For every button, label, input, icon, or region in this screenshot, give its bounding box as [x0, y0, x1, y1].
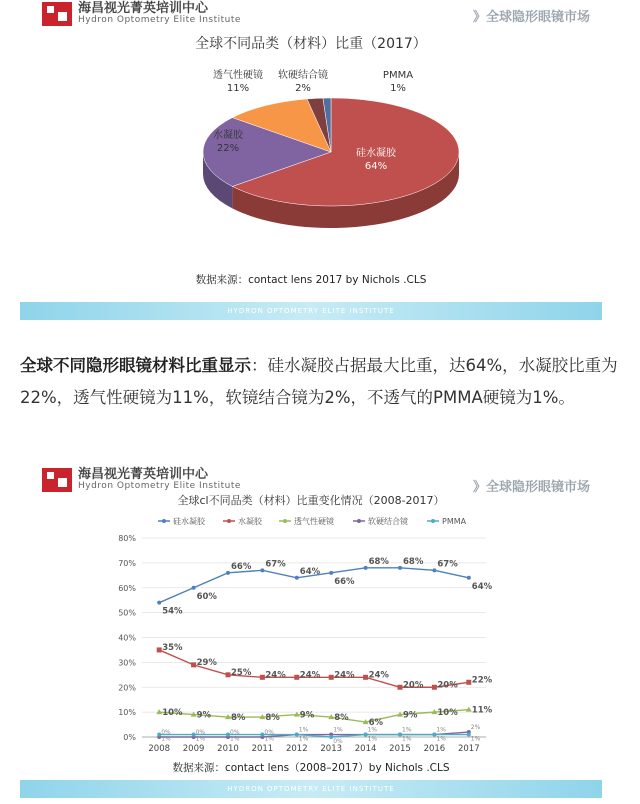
- line-source: 数据来源：contact lens（2008–2017）by Nichols .CLS: [172, 762, 450, 774]
- data-label-0-9: 64%: [471, 581, 493, 592]
- data-label-3-0: 0%: [161, 729, 171, 736]
- market-tagline: 》全球隐形眼镜市场: [472, 10, 590, 25]
- brand-name-cn: 海昌视光菁英培训中心: [78, 1, 209, 16]
- data-label-0-6: 68%: [368, 556, 389, 567]
- y-tick-2: 20%: [118, 683, 136, 693]
- point-1-2: [226, 672, 231, 677]
- y-tick-1: 10%: [118, 708, 136, 718]
- summary-lead: 全球不同隐形眼镜材料比重显示: [20, 356, 251, 375]
- footer-bar-2: HYDRON OPTOMETRY ELITE INSTITUTE: [20, 780, 602, 798]
- pie-source: 数据来源：contact lens 2017 by Nichols .CLS: [195, 274, 427, 286]
- pie-value-1: 22%: [216, 143, 240, 154]
- brand-logo-2: [42, 468, 241, 492]
- line-slide: [20, 462, 602, 802]
- data-label-0-5: 66%: [334, 576, 355, 587]
- pie-value-4: 1%: [390, 83, 406, 94]
- summary-paragraph: [20, 350, 620, 414]
- point-0-7: [398, 566, 402, 570]
- x-tick-6: 2014: [354, 744, 377, 754]
- footer-bar: HYDRON OPTOMETRY ELITE INSTITUTE: [20, 302, 602, 320]
- legend-label-1: 水凝胶: [238, 517, 262, 526]
- point-0-3: [260, 568, 264, 572]
- data-label-2-3: 8%: [265, 713, 280, 724]
- y-tick-8: 80%: [118, 534, 136, 543]
- point-0-6: [364, 566, 368, 570]
- legend-marker-1: [227, 519, 231, 523]
- data-label-2-2: 8%: [231, 713, 246, 724]
- y-tick-7: 70%: [118, 558, 136, 568]
- data-label-3-7: 1%: [402, 726, 412, 734]
- point-0-8: [432, 568, 436, 572]
- pie-label-3: 软硬结合镜: [278, 70, 328, 81]
- line-chart: [20, 490, 602, 770]
- y-tick-5: 50%: [118, 608, 136, 618]
- x-tick-7: 2015: [389, 744, 411, 754]
- x-tick-3: 2011: [251, 744, 274, 754]
- logo-icon: [42, 2, 72, 26]
- x-tick-5: 2013: [320, 744, 343, 754]
- market-tagline-2: 》全球隐形眼镜市场: [472, 480, 590, 495]
- data-label-2-5: 8%: [334, 713, 349, 724]
- legend-label-3: 软硬结合镜: [368, 517, 408, 526]
- pie-slide: [20, 0, 602, 324]
- data-label-1-1: 29%: [196, 657, 217, 668]
- point-0-1: [192, 586, 196, 590]
- data-label-0-8: 67%: [437, 559, 458, 570]
- x-tick-2: 2010: [217, 744, 239, 754]
- legend-label-0: 硅水凝胶: [173, 517, 205, 526]
- brand-name-en-2: Hydron Optometry Elite Institute: [78, 481, 241, 491]
- point-0-4: [295, 576, 299, 580]
- data-label-2-8: 10%: [437, 708, 458, 719]
- data-label-2-9: 11%: [471, 705, 493, 716]
- data-label-4-9: 1%: [470, 735, 481, 743]
- pie-value-3: 2%: [295, 83, 311, 94]
- brand-name-cn-2: 海昌视光菁英培训中心: [78, 467, 209, 482]
- data-label-4-2: 1%: [230, 735, 240, 743]
- point-0-2: [226, 571, 230, 575]
- data-label-4-7: 1%: [402, 735, 412, 743]
- legend-label-4: PMMA: [442, 517, 467, 526]
- data-label-3-2: 0%: [230, 729, 240, 736]
- x-tick-1: 2009: [182, 744, 205, 754]
- data-label-0-4: 64%: [299, 566, 321, 577]
- summary-body: ：硅水凝胶占据最大比重，达64%，水凝胶比重为22%，透气性硬镜为11%，软镜结合镜为2%，不透气的PMMA硬镜为1%。: [20, 356, 618, 407]
- data-label-4-1: 1%: [195, 735, 206, 743]
- legend-marker-0: [162, 519, 166, 523]
- logo-icon-2: [42, 468, 72, 492]
- data-label-4-3: 1%: [264, 735, 274, 743]
- pie-label-2: 透气性硬镜: [213, 70, 263, 81]
- point-1-1: [191, 662, 196, 667]
- x-tick-8: 2016: [423, 744, 446, 754]
- point-0-5: [329, 571, 333, 575]
- brand-logo: [42, 2, 241, 26]
- point-1-5: [329, 675, 334, 680]
- data-label-3-9: 2%: [470, 724, 481, 732]
- data-label-1-5: 24%: [334, 670, 355, 681]
- data-label-2-6: 6%: [368, 718, 384, 729]
- point-0-0: [157, 601, 161, 605]
- pie-label-1: 水凝胶: [213, 130, 243, 141]
- data-label-3-4: 1%: [298, 726, 309, 734]
- line-title: 全球cl不同品类（材料）比重变化情况（2008-2017）: [177, 494, 445, 507]
- data-label-1-2: 25%: [231, 667, 252, 678]
- legend-marker-2: [283, 519, 287, 523]
- point-1-3: [260, 675, 265, 680]
- point-1-9: [466, 680, 471, 685]
- data-label-1-7: 20%: [403, 680, 424, 691]
- legend-marker-4: [431, 519, 435, 523]
- y-tick-0: 0%: [123, 733, 136, 742]
- x-tick-9: 2017: [457, 744, 480, 754]
- x-tick-0: 2008: [148, 744, 171, 754]
- data-label-1-6: 24%: [368, 670, 389, 681]
- data-label-0-1: 60%: [196, 591, 217, 602]
- data-label-4-0: 1%: [161, 735, 171, 743]
- data-label-4-4: 1%: [298, 735, 309, 743]
- y-tick-6: 60%: [118, 583, 136, 593]
- brand-name-en: Hydron Optometry Elite Institute: [78, 15, 241, 25]
- data-label-4-5: 0%: [333, 738, 343, 745]
- pie-title: 全球不同品类（材料）比重（2017）: [195, 36, 427, 52]
- data-label-3-3: 0%: [264, 729, 274, 736]
- y-tick-3: 30%: [118, 658, 136, 668]
- point-0-9: [467, 576, 471, 580]
- point-1-8: [432, 685, 437, 690]
- data-label-3-1: 0%: [195, 729, 206, 736]
- data-label-2-4: 9%: [299, 710, 315, 721]
- point-1-0: [157, 647, 162, 652]
- legend-label-2: 透气性硬镜: [294, 517, 334, 526]
- x-tick-4: 2012: [285, 744, 308, 754]
- data-label-2-1: 9%: [196, 710, 212, 721]
- pie-value-2: 11%: [226, 83, 250, 94]
- data-label-1-9: 22%: [471, 675, 493, 686]
- pie-label-4: PMMA: [382, 70, 414, 81]
- data-label-0-0: 54%: [162, 606, 183, 617]
- data-label-3-8: 1%: [436, 726, 446, 734]
- data-label-3-6: 1%: [367, 726, 378, 734]
- pie-label-0: 硅水凝胶: [356, 148, 396, 159]
- pie-chart: [20, 28, 602, 288]
- point-1-7: [398, 685, 403, 690]
- pie-value-0: 64%: [364, 161, 388, 172]
- data-label-0-3: 67%: [265, 559, 286, 570]
- data-label-0-7: 68%: [403, 556, 424, 567]
- data-label-1-4: 24%: [299, 670, 321, 681]
- y-tick-4: 40%: [118, 633, 136, 643]
- data-label-2-7: 9%: [403, 710, 418, 721]
- data-label-2-0: 10%: [162, 708, 183, 719]
- data-label-3-5: 1%: [333, 726, 343, 734]
- data-label-1-3: 24%: [265, 670, 286, 681]
- point-1-6: [363, 675, 368, 680]
- data-label-4-6: 1%: [367, 735, 378, 743]
- legend-marker-3: [357, 519, 361, 523]
- point-1-4: [294, 675, 299, 680]
- data-label-1-8: 20%: [437, 680, 458, 691]
- data-label-4-8: 1%: [436, 735, 446, 743]
- data-label-0-2: 66%: [231, 561, 252, 572]
- data-label-1-0: 35%: [162, 642, 183, 653]
